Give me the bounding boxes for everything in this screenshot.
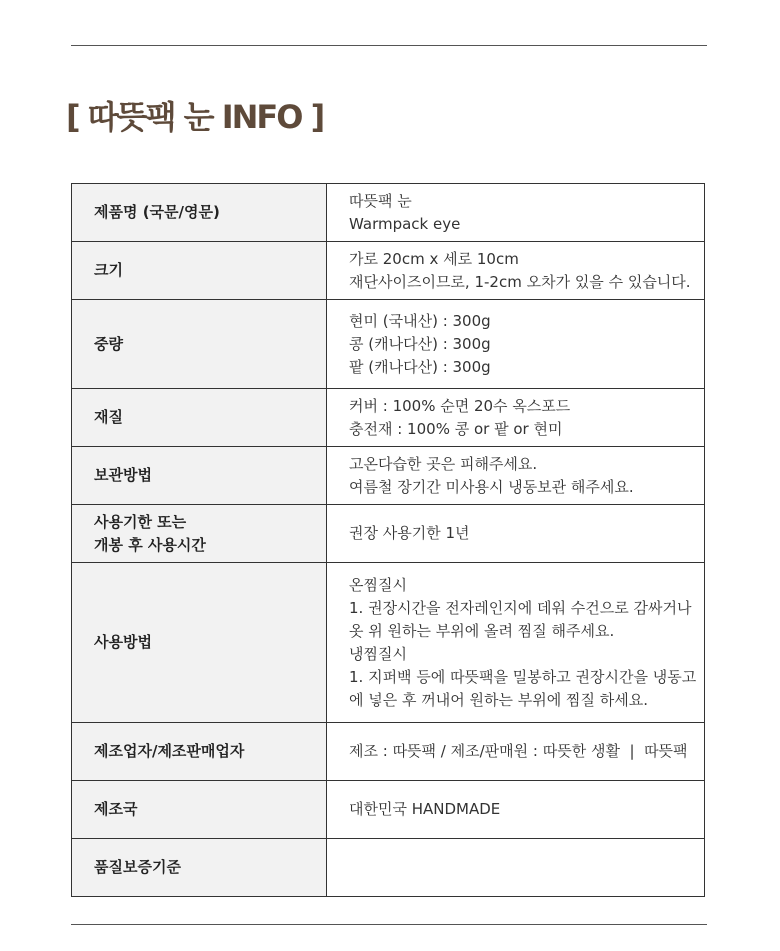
row-value	[327, 184, 705, 242]
row-value	[327, 723, 705, 781]
bottom-divider	[71, 924, 707, 925]
row-label	[72, 389, 327, 447]
table-row-manufacturer	[72, 723, 705, 781]
row-value	[327, 242, 705, 300]
row-label	[72, 242, 327, 300]
label-line: 사용방법	[94, 633, 152, 651]
label-line: 제조국	[94, 800, 138, 818]
label-line: 보관방법	[94, 466, 152, 484]
label-line: 사용기한 또는	[94, 512, 187, 531]
label-line: 재질	[94, 408, 123, 426]
table-row-expiry	[72, 505, 705, 563]
value-line: 커버 : 100% 순면 20수 옥스포드	[349, 396, 571, 415]
value-line: 옷 위 원하는 부위에 올려 찜질 해주세요.	[349, 621, 615, 640]
label-line: 크기	[94, 261, 123, 279]
label-line: 제품명 (국문/영문)	[94, 203, 220, 221]
label-line: 제조업자/제조판매업자	[94, 742, 245, 760]
value-line: 따뜻팩 눈	[349, 191, 412, 210]
row-label	[72, 781, 327, 839]
value-line: 냉찜질시	[349, 644, 407, 663]
row-label	[72, 563, 327, 723]
value-line: 여름철 장기간 미사용시 냉동보관 해주세요.	[349, 477, 634, 496]
label-line: 중량	[94, 334, 123, 353]
value-line: 충전재 : 100% 콩 or 팥 or 현미	[349, 419, 563, 438]
value-line: 대한민국 HANDMADE	[349, 800, 501, 818]
value-line: 팥 (캐나다산) : 300g	[349, 357, 491, 376]
value-line: 1. 지퍼백 등에 따뜻팩을 밀봉하고 권장시간을 냉동고	[349, 667, 697, 686]
row-value	[327, 300, 705, 389]
row-label	[72, 447, 327, 505]
row-label	[72, 723, 327, 781]
row-value	[327, 563, 705, 723]
row-value	[327, 389, 705, 447]
table-row-usage	[72, 563, 705, 723]
product-info-table	[71, 183, 705, 897]
value-line: 재단사이즈이므로, 1-2cm 오차가 있을 수 있습니다.	[349, 272, 691, 291]
value-line: 콩 (캐나다산) : 300g	[349, 334, 491, 353]
row-value	[327, 447, 705, 505]
table-row-country	[72, 781, 705, 839]
table-row-quality	[72, 839, 705, 897]
table-row-weight	[72, 300, 705, 389]
label-line: 개봉 후 사용시간	[94, 535, 206, 554]
row-value-empty	[327, 839, 705, 897]
row-label	[72, 505, 327, 563]
value-line: 1. 권장시간을 전자레인지에 데워 수건으로 감싸거나	[349, 598, 692, 617]
value-line: 에 넣은 후 꺼내어 원하는 부위에 찜질 하세요.	[349, 690, 648, 709]
value-line: 고온다습한 곳은 피해주세요.	[349, 454, 538, 473]
value-line: 가로 20cm x 세로 10cm	[349, 249, 519, 268]
value-line: 권장 사용기한 1년	[349, 524, 470, 542]
row-label	[72, 839, 327, 897]
table-row-material	[72, 389, 705, 447]
table-row-storage	[72, 447, 705, 505]
table-row-product-name	[72, 184, 705, 242]
value-line: 제조 : 따뜻팩 / 제조/판매원 : 따뜻한 생활 | 따뜻팩	[349, 742, 688, 760]
row-value	[327, 781, 705, 839]
page-title: [ 따뜻팩 눈 INFO ]	[66, 98, 324, 136]
top-divider	[71, 45, 707, 46]
value-line: Warmpack eye	[349, 214, 461, 233]
value-line: 현미 (국내산) : 300g	[349, 311, 491, 330]
table-row-size	[72, 242, 705, 300]
row-label	[72, 300, 327, 389]
row-value	[327, 505, 705, 563]
value-line: 온찜질시	[349, 575, 407, 594]
row-label	[72, 184, 327, 242]
label-line: 품질보증기준	[94, 858, 181, 876]
